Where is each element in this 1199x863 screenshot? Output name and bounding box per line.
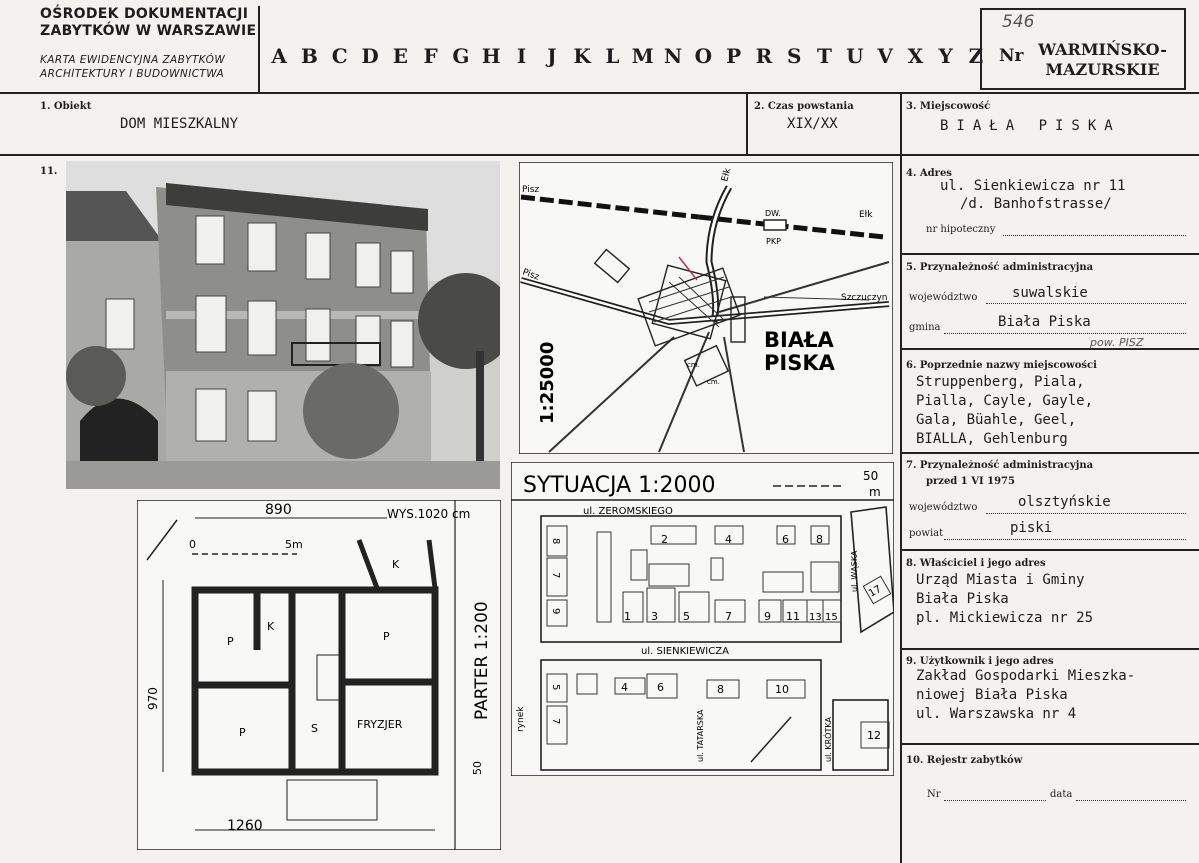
situation-title: SYTUACJA 1:2000 (523, 473, 716, 498)
index-letter-z: Z (968, 44, 984, 68)
card-type-line-1: KARTA EWIDENCYJNA ZABYTKÓW (40, 54, 226, 66)
street-krotka: ul. KRÓTKA (824, 717, 833, 762)
map-town-name-line-2: PISKA (764, 351, 835, 375)
index-letter-l: L (605, 44, 620, 68)
org-line-2: ZABYTKÓW W WARSZAWIE (40, 23, 257, 39)
map-label-cemetery-1: cm. (687, 361, 700, 369)
index-letter-r: R (755, 44, 773, 68)
house-number-9: 9 (764, 610, 771, 623)
index-letter-t: T (817, 44, 832, 68)
index-letter-h: H (481, 44, 501, 68)
voivodeship-line-2: MAZURSKIE (1045, 60, 1160, 79)
map-town-name-line-1: BIAŁA (764, 328, 834, 352)
floor-plan (137, 500, 501, 850)
house-number-10: 10 (775, 683, 789, 696)
card-number-handwritten: 546 (1002, 12, 1035, 32)
situation-scale-unit: m (869, 485, 881, 499)
room-living-1: P (227, 635, 234, 648)
house-number-12: 12 (867, 729, 881, 742)
voivodeship-label: województwo (909, 292, 978, 303)
map-label-pisz-top: Pisz (522, 185, 540, 195)
house-number-11: 11 (786, 610, 800, 623)
place-label: 3. Miejscowość (906, 101, 991, 112)
map-label-cemetery-2: cm. (707, 378, 720, 386)
map-label-pisz-left: Pisz (520, 267, 541, 283)
organization-name (40, 6, 256, 40)
situation-plan (511, 462, 894, 776)
admin-before-label: 7. Przynależność administracyjna (906, 460, 1094, 471)
user-label: 9. Użytkownik i jego adres (906, 656, 1054, 667)
address-line-1: ul. Sienkiewicza nr 11 (940, 178, 1126, 194)
former-names-label: 6. Poprzednie nazwy miejscowości (906, 360, 1097, 371)
plan-width-label: 890 (265, 502, 292, 518)
house-number-3: 3 (651, 610, 658, 623)
house-number-5: 5 (683, 610, 690, 623)
former-names-line-2: Pialla, Cayle, Gayle, (916, 393, 1094, 409)
house-number-8-lower: 8 (717, 683, 724, 696)
former-names-line-3: Gala, Büahle, Geel, (916, 412, 1077, 428)
voivodeship-before-label: województwo (909, 502, 978, 513)
map-label-szczuczyn: Szczuczyn (841, 293, 888, 303)
plan-vertical-title: PARTER 1:200 (472, 601, 492, 720)
situation-scale-value: 50 (863, 469, 879, 483)
room-living-3: P (239, 726, 246, 739)
card-type-line-2: ARCHITEKTURY I BUDOWNICTWA (40, 68, 225, 80)
index-letter-m: M (631, 44, 654, 68)
index-letter-e: E (392, 44, 408, 68)
photo-label: 11. (40, 166, 58, 177)
user-address (916, 667, 1135, 724)
owner-line-1: Urząd Miasta i Gminy (916, 572, 1085, 588)
town-map (519, 162, 893, 454)
index-letter-y: Y (938, 44, 953, 68)
card-type (40, 53, 225, 81)
house-number-2: 2 (661, 533, 668, 546)
index-letter-i: I (516, 44, 527, 68)
house-number-6: 6 (782, 533, 789, 546)
index-letter-o: O (694, 44, 713, 68)
voivodeship-stamp (1030, 40, 1175, 80)
user-line-2: niowej Biała Piska (916, 687, 1068, 703)
mortgage-label: nr hipoteczny (926, 224, 996, 235)
former-names (916, 373, 1093, 449)
index-letter-v: V (877, 44, 893, 68)
house-number-4: 4 (725, 533, 732, 546)
map-label-elk-top: Ełk (720, 167, 734, 183)
index-letter-p: P (726, 44, 742, 68)
place-value: BIAŁA PISKA (940, 118, 1121, 134)
index-letter-n: N (663, 44, 683, 68)
room-living-2: P (383, 630, 390, 643)
plan-height-label: WYS.1020 cm (387, 507, 471, 521)
market-square-label: rynek (516, 706, 526, 732)
owner-line-2: Biała Piska (916, 591, 1009, 607)
index-letter-c: C (331, 44, 348, 68)
map-label-elk-right: Ełk (859, 210, 873, 220)
street-tatarska: ul. TATARSKA (696, 709, 705, 762)
admin-before-date: przed 1 VI 1975 (926, 476, 1015, 487)
nr-label: Nr (999, 46, 1024, 66)
user-line-1: Zakład Gospodarki Mieszka- (916, 668, 1136, 684)
voivodeship-value: suwalskie (1012, 285, 1088, 301)
index-letter-u: U (846, 44, 864, 68)
house-number-15: 15 (825, 612, 838, 623)
house-number-1: 1 (624, 610, 631, 623)
street-waska: ul. WĄSKA (850, 550, 859, 592)
building-photo (66, 161, 500, 489)
powiat-value: piski (1010, 520, 1053, 536)
plan-scale-end: 5m (285, 538, 303, 551)
room-barber: FRYZJER (357, 718, 403, 731)
plan-right-small-label: 50 (471, 761, 484, 775)
house-number-8-north: 8 (816, 533, 823, 546)
address-label: 4. Adres (906, 168, 952, 179)
owner-line-3: pl. Mickiewicza nr 25 (916, 610, 1094, 626)
alphabet-index (264, 44, 991, 68)
former-names-line-1: Struppenberg, Piala, (916, 374, 1085, 390)
index-letter-b: B (300, 44, 318, 68)
house-number-7-lower: 7 (550, 718, 561, 725)
street-sienkiewicza: ul. SIENKIEWICZA (641, 646, 729, 657)
voivodeship-before-value: olsztyńskie (1018, 494, 1111, 510)
register-nr-label: Nr (927, 789, 941, 800)
plan-bottom-label: 1260 (227, 818, 263, 834)
index-letter-d: D (361, 44, 379, 68)
map-label-pkp: PKP (766, 237, 781, 246)
owner-address (916, 571, 1093, 628)
house-number-9-west: 9 (550, 608, 561, 615)
house-number-4-lower: 4 (621, 681, 628, 694)
index-letter-g: G (452, 44, 470, 68)
index-letter-s: S (786, 44, 802, 68)
house-number-5-lower: 5 (550, 684, 561, 691)
admin-label: 5. Przynależność administracyjna (906, 262, 1094, 273)
index-letter-f: F (423, 44, 438, 68)
plan-side-label: 970 (146, 687, 160, 710)
house-number-13: 13 (809, 612, 822, 623)
house-number-8-west: 8 (550, 538, 561, 545)
owner-label: 8. Właściciel i jego adres (906, 558, 1046, 569)
house-number-7: 7 (725, 610, 732, 623)
room-kitchen-left: K (267, 620, 275, 633)
index-letter-a: A (271, 44, 287, 68)
date-value: XIX/XX (787, 116, 838, 132)
plan-scale-start: 0 (189, 538, 196, 551)
org-line-1: OŚRODEK DOKUMENTACJI (40, 6, 249, 22)
object-label: 1. Obiekt (40, 101, 92, 112)
gmina-handwritten-note: pow. PISZ (1090, 336, 1144, 349)
index-letter-x: X (907, 44, 924, 68)
former-names-line-4: BIALLA, Gehlenburg (916, 431, 1068, 447)
date-label: 2. Czas powstania (754, 101, 854, 112)
map-scale: 1:25000 (537, 341, 558, 424)
house-number-6-lower: 6 (657, 681, 664, 694)
house-number-17: 17 (867, 583, 884, 600)
map-label-station: DW. (765, 209, 781, 218)
house-number-7-west: 7 (550, 572, 561, 579)
user-line-3: ul. Warszawska nr 4 (916, 706, 1077, 722)
index-letter-j: J (547, 44, 557, 68)
register-label: 10. Rejestr zabytków (906, 755, 1023, 766)
room-staircase: S (311, 722, 318, 735)
gmina-label: gmina (909, 322, 941, 333)
voivodeship-line-1: WARMIŃSKO- (1038, 40, 1167, 59)
address-line-2: /d. Banhofstrasse/ (960, 196, 1112, 212)
index-letter-k: K (573, 44, 591, 68)
room-kitchen-top: K (392, 558, 400, 571)
street-zeromskiego: ul. ZEROMSKIEGO (583, 506, 673, 517)
powiat-label: powiat (909, 528, 944, 539)
gmina-value: Biała Piska (998, 314, 1091, 330)
register-date-label: data (1050, 789, 1073, 800)
object-value: DOM MIESZKALNY (120, 116, 239, 132)
